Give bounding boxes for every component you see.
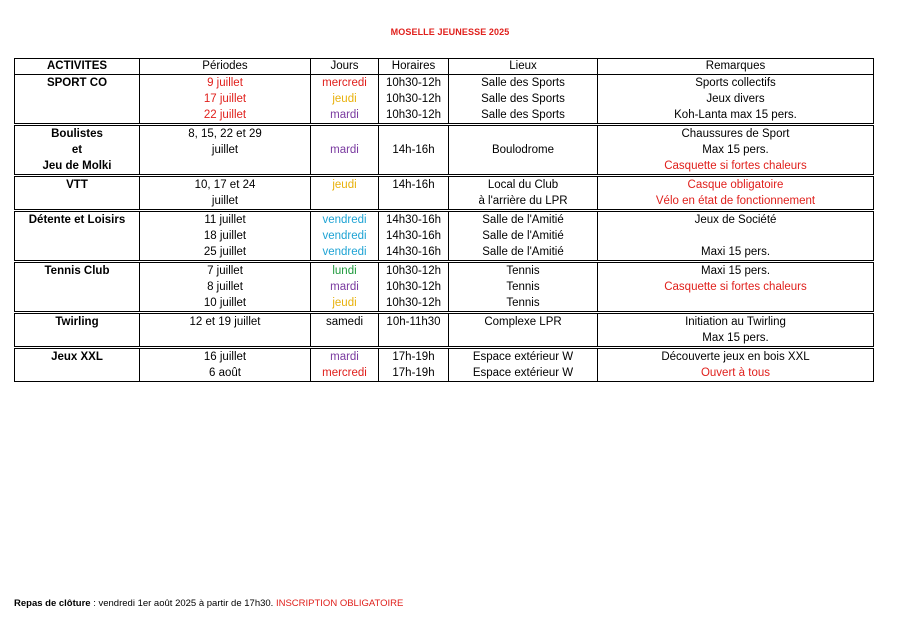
cell-jour bbox=[311, 193, 379, 211]
cell-lieu: Salle de l'Amitié bbox=[449, 211, 598, 229]
table-row bbox=[15, 295, 874, 313]
table-row bbox=[15, 125, 874, 143]
cell-lieu: Tennis bbox=[449, 262, 598, 280]
table-row bbox=[15, 91, 874, 107]
closing-meal-note bbox=[14, 598, 403, 609]
cell-lieu bbox=[449, 158, 598, 176]
cell-remarque: Jeux divers bbox=[598, 91, 874, 107]
cell-periode: 18 juillet bbox=[140, 228, 311, 244]
cell-horaire: 14h30-16h bbox=[379, 211, 449, 229]
cell-jour: samedi bbox=[311, 313, 379, 331]
table-row bbox=[15, 348, 874, 366]
table-row bbox=[15, 313, 874, 331]
cell-jour: vendredi bbox=[311, 244, 379, 262]
cell-remarque: Initiation au Twirling bbox=[598, 313, 874, 331]
cell-remarque: Casque obligatoire bbox=[598, 176, 874, 194]
cell-remarque: Jeux de Société bbox=[598, 211, 874, 229]
cell-horaire: 17h-19h bbox=[379, 348, 449, 366]
cell-horaire bbox=[379, 125, 449, 143]
cell-jour: mardi bbox=[311, 107, 379, 125]
cell-remarque: Maxi 15 pers. bbox=[598, 262, 874, 280]
cell-periode: 9 juillet bbox=[140, 75, 311, 92]
cell-activity: VTT bbox=[15, 176, 140, 194]
cell-remarque bbox=[598, 228, 874, 244]
cell-activity: Jeux XXL bbox=[15, 348, 140, 366]
cell-activity: Détente et Loisirs bbox=[15, 211, 140, 229]
cell-jour: mardi bbox=[311, 348, 379, 366]
cell-jour bbox=[311, 330, 379, 348]
activity-group bbox=[15, 125, 874, 176]
header-lieux: Lieux bbox=[449, 59, 598, 75]
cell-jour: jeudi bbox=[311, 91, 379, 107]
cell-activity bbox=[15, 244, 140, 262]
cell-periode: 8, 15, 22 et 29 bbox=[140, 125, 311, 143]
table-row bbox=[15, 330, 874, 348]
cell-periode: 10 juillet bbox=[140, 295, 311, 313]
table-header bbox=[15, 59, 874, 75]
cell-activity: Jeu de Molki bbox=[15, 158, 140, 176]
cell-lieu bbox=[449, 125, 598, 143]
cell-horaire: 10h30-12h bbox=[379, 262, 449, 280]
cell-periode: 11 juillet bbox=[140, 211, 311, 229]
cell-remarque bbox=[598, 295, 874, 313]
activities-table bbox=[14, 58, 874, 382]
cell-jour: mercredi bbox=[311, 365, 379, 382]
cell-activity bbox=[15, 365, 140, 382]
table-row bbox=[15, 365, 874, 382]
cell-periode: 8 juillet bbox=[140, 279, 311, 295]
footer-separator: : bbox=[90, 598, 99, 609]
cell-remarque: Chaussures de Sport bbox=[598, 125, 874, 143]
cell-jour bbox=[311, 158, 379, 176]
cell-jour: mardi bbox=[311, 279, 379, 295]
cell-remarque: Sports collectifs bbox=[598, 75, 874, 92]
cell-lieu: Complexe LPR bbox=[449, 313, 598, 331]
cell-activity bbox=[15, 330, 140, 348]
cell-lieu: Tennis bbox=[449, 279, 598, 295]
cell-horaire: 14h30-16h bbox=[379, 228, 449, 244]
cell-horaire: 10h30-12h bbox=[379, 295, 449, 313]
cell-jour: lundi bbox=[311, 262, 379, 280]
document-title: MOSELLE JEUNESSE 2025 bbox=[390, 27, 510, 37]
header-horaires: Horaires bbox=[379, 59, 449, 75]
cell-horaire: 10h30-12h bbox=[379, 279, 449, 295]
cell-lieu: Local du Club bbox=[449, 176, 598, 194]
footer-highlight: INSCRIPTION OBLIGATOIRE bbox=[275, 598, 404, 609]
cell-jour: jeudi bbox=[311, 176, 379, 194]
cell-remarque: Découverte jeux en bois XXL bbox=[598, 348, 874, 366]
cell-horaire: 14h30-16h bbox=[379, 244, 449, 262]
cell-jour: jeudi bbox=[311, 295, 379, 313]
cell-periode: 16 juillet bbox=[140, 348, 311, 366]
cell-lieu: Espace extérieur W bbox=[449, 365, 598, 382]
table-row bbox=[15, 262, 874, 280]
cell-activity: Tennis Club bbox=[15, 262, 140, 280]
cell-activity: et bbox=[15, 142, 140, 158]
activity-group bbox=[15, 348, 874, 382]
cell-periode bbox=[140, 330, 311, 348]
cell-lieu: Salle des Sports bbox=[449, 91, 598, 107]
table-row bbox=[15, 107, 874, 125]
cell-activity: Twirling bbox=[15, 313, 140, 331]
header-periodes: Périodes bbox=[140, 59, 311, 75]
cell-horaire bbox=[379, 158, 449, 176]
cell-remarque: Ouvert à tous bbox=[598, 365, 874, 382]
header-activites: ACTIVITES bbox=[15, 59, 140, 75]
table-row bbox=[15, 158, 874, 176]
cell-periode: juillet bbox=[140, 193, 311, 211]
cell-horaire: 14h-16h bbox=[379, 142, 449, 158]
cell-horaire: 17h-19h bbox=[379, 365, 449, 382]
cell-remarque: Max 15 pers. bbox=[598, 330, 874, 348]
cell-horaire: 10h30-12h bbox=[379, 91, 449, 107]
cell-periode: 22 juillet bbox=[140, 107, 311, 125]
cell-periode: 7 juillet bbox=[140, 262, 311, 280]
cell-horaire: 10h-11h30 bbox=[379, 313, 449, 331]
cell-horaire: 10h30-12h bbox=[379, 75, 449, 92]
cell-remarque: Max 15 pers. bbox=[598, 142, 874, 158]
cell-remarque: Koh-Lanta max 15 pers. bbox=[598, 107, 874, 125]
cell-remarque: Vélo en état de fonctionnement bbox=[598, 193, 874, 211]
cell-periode bbox=[140, 158, 311, 176]
cell-periode: 17 juillet bbox=[140, 91, 311, 107]
table-row bbox=[15, 142, 874, 158]
cell-lieu: Salle des Sports bbox=[449, 107, 598, 125]
cell-lieu: Salle de l'Amitié bbox=[449, 244, 598, 262]
cell-activity: Boulistes bbox=[15, 125, 140, 143]
cell-remarque: Casquette si fortes chaleurs bbox=[598, 279, 874, 295]
table-row bbox=[15, 211, 874, 229]
cell-jour: mardi bbox=[311, 142, 379, 158]
header-row bbox=[15, 59, 874, 75]
cell-horaire bbox=[379, 193, 449, 211]
cell-horaire: 10h30-12h bbox=[379, 107, 449, 125]
cell-periode: juillet bbox=[140, 142, 311, 158]
activity-group bbox=[15, 262, 874, 313]
cell-remarque: Maxi 15 pers. bbox=[598, 244, 874, 262]
cell-activity bbox=[15, 295, 140, 313]
activity-group bbox=[15, 211, 874, 262]
header-jours: Jours bbox=[311, 59, 379, 75]
table-row bbox=[15, 193, 874, 211]
activity-group bbox=[15, 75, 874, 125]
cell-periode: 12 et 19 juillet bbox=[140, 313, 311, 331]
footer-text: vendredi 1er août 2025 à partir de 17h30. bbox=[98, 598, 276, 609]
table-row bbox=[15, 176, 874, 194]
activity-group bbox=[15, 313, 874, 348]
cell-lieu bbox=[449, 330, 598, 348]
cell-jour bbox=[311, 125, 379, 143]
table-row bbox=[15, 279, 874, 295]
cell-activity bbox=[15, 193, 140, 211]
table-row bbox=[15, 75, 874, 92]
cell-activity bbox=[15, 279, 140, 295]
cell-horaire bbox=[379, 330, 449, 348]
cell-activity bbox=[15, 107, 140, 125]
cell-lieu: Espace extérieur W bbox=[449, 348, 598, 366]
cell-jour: mercredi bbox=[311, 75, 379, 92]
cell-jour: vendredi bbox=[311, 211, 379, 229]
activity-group bbox=[15, 176, 874, 211]
table-row bbox=[15, 228, 874, 244]
cell-lieu: Salle de l'Amitié bbox=[449, 228, 598, 244]
table-row bbox=[15, 244, 874, 262]
cell-periode: 10, 17 et 24 bbox=[140, 176, 311, 194]
cell-lieu: Boulodrome bbox=[449, 142, 598, 158]
cell-jour: vendredi bbox=[311, 228, 379, 244]
cell-activity: SPORT CO bbox=[15, 75, 140, 92]
cell-activity bbox=[15, 228, 140, 244]
cell-periode: 6 août bbox=[140, 365, 311, 382]
cell-lieu: à l'arrière du LPR bbox=[449, 193, 598, 211]
cell-remarque: Casquette si fortes chaleurs bbox=[598, 158, 874, 176]
cell-lieu: Tennis bbox=[449, 295, 598, 313]
cell-lieu: Salle des Sports bbox=[449, 75, 598, 92]
cell-periode: 25 juillet bbox=[140, 244, 311, 262]
header-remarques: Remarques bbox=[598, 59, 874, 75]
cell-activity bbox=[15, 91, 140, 107]
cell-horaire: 14h-16h bbox=[379, 176, 449, 194]
footer-label: Repas de clôture bbox=[14, 598, 91, 609]
